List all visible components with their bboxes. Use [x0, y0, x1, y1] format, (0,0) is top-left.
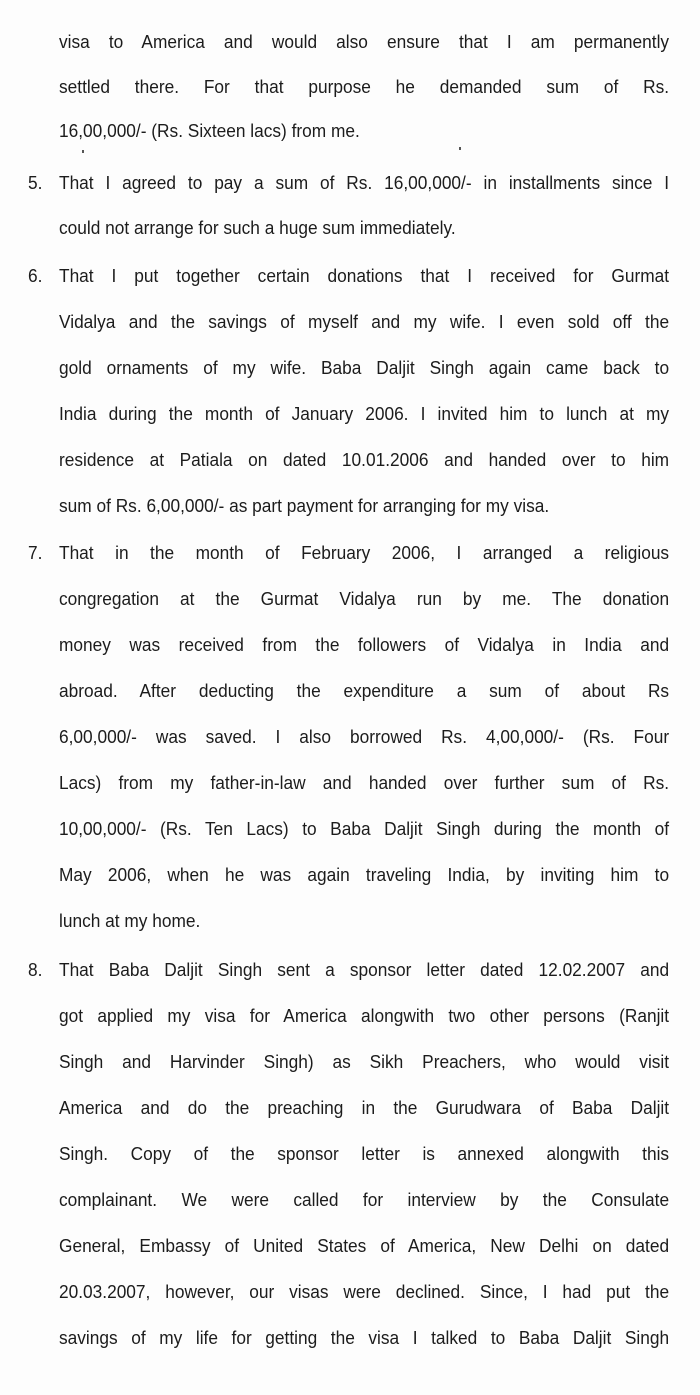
- text-line: May 2006, when he was again traveling India, by inviting him to: [59, 864, 670, 885]
- text-line: visa to America and would also ensure that I am permanently: [59, 31, 670, 52]
- text-line: 20.03.2007, however, our visas were declined. Since, I had put the: [59, 1281, 670, 1302]
- text-line: gold ornaments of my wife. Baba Daljit Singh again came back to: [59, 357, 670, 378]
- paragraph-number: 7.: [28, 542, 43, 563]
- text-line: savings of my life for getting the visa I talked to Baba Daljit Singh: [59, 1327, 670, 1348]
- text-line: got applied my visa for America alongwith two other persons (Ranjit: [59, 1005, 670, 1026]
- text-line: That I agreed to pay a sum of Rs. 16,00,000/- in installments since I: [59, 172, 670, 193]
- text-line: congregation at the Gurmat Vidalya run by me. The donation: [59, 588, 670, 609]
- text-line: complainant. We were called for interview by the Consulate: [59, 1189, 670, 1210]
- text-line: Vidalya and the savings of myself and my wife. I even sold off the: [59, 311, 670, 332]
- text-line: sum of Rs. 6,00,000/- as part payment for arranging for my visa.: [59, 495, 550, 516]
- paragraph-number: 6.: [28, 265, 43, 286]
- text-line: 10,00,000/- (Rs. Ten Lacs) to Baba Daljit Singh during the month of: [59, 818, 670, 839]
- text-line: Lacs) from my father-in-law and handed over further sum of Rs.: [59, 772, 670, 793]
- paragraph-number: 8.: [28, 959, 43, 980]
- text-line: Singh and Harvinder Singh) as Sikh Preachers, who would visit: [59, 1051, 670, 1072]
- text-line: India during the month of January 2006. I invited him to lunch at my: [59, 403, 670, 424]
- text-line: Singh. Copy of the sponsor letter is annexed alongwith this: [59, 1143, 670, 1164]
- text-line: That I put together certain donations that I received for Gurmat: [59, 265, 670, 286]
- text-line: residence at Patiala on dated 10.01.2006 and handed over to him: [59, 449, 670, 470]
- text-line: abroad. After deducting the expenditure a sum of about Rs: [59, 680, 670, 701]
- scan-speck: [82, 150, 84, 153]
- text-line: General, Embassy of United States of America, New Delhi on dated: [59, 1235, 670, 1256]
- text-line: That Baba Daljit Singh sent a sponsor letter dated 12.02.2007 and: [59, 959, 670, 980]
- text-line: 6,00,000/- was saved. I also borrowed Rs. 4,00,000/- (Rs. Four: [59, 726, 670, 747]
- text-line: money was received from the followers of Vidalya in India and: [59, 634, 670, 655]
- text-line: settled there. For that purpose he demanded sum of Rs.: [59, 76, 670, 97]
- text-line: That in the month of February 2006, I arranged a religious: [59, 542, 670, 563]
- paragraph-number: 5.: [28, 172, 43, 193]
- text-line: could not arrange for such a huge sum immediately.: [59, 217, 456, 238]
- scan-speck: [459, 147, 461, 150]
- text-line: lunch at my home.: [59, 910, 201, 931]
- text-line: 16,00,000/- (Rs. Sixteen lacs) from me.: [59, 120, 360, 141]
- text-line: America and do the preaching in the Gurudwara of Baba Daljit: [59, 1097, 670, 1118]
